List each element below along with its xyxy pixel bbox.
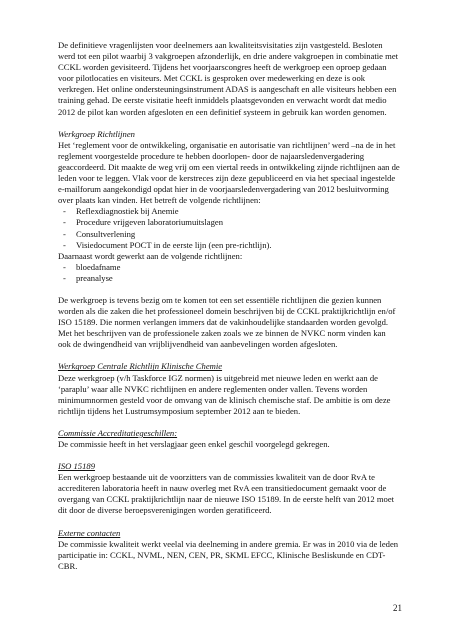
list-item-text: preanalyse <box>76 272 113 283</box>
richtlijnen-followup: Daarnaast wordt gewerkt aan de volgende richtlijnen: <box>58 250 243 261</box>
section-heading-extern: Externe contacten <box>58 527 121 538</box>
list-item <box>58 262 400 273</box>
bullet-dash: - <box>63 217 66 228</box>
richtlijnen-paragraph: Het ‘reglement voor de ontwikkeling, organisatie en autorisatie van richtlijnen’ werd –na de in het reglement voorgestelde procedure te hebben doorlopen- door de najaarsledenvergadering geaccordeerd. Dit maakte de weg vrij om een viertal reeds in ontwikkeling zijnde richtlijnen aan de leden voor te leggen. Vlak voor de kerstreces zijn deze gepubliceerd en via het speciaal ingestelde e-mailforum aangekondigd opdat hier in de voorjaarsledenvergadering van 2012 besluitvorming over plaats kan vinden. Het betreft de volgende richtlijnen: <box>58 139 400 206</box>
werkgroep-paragraph: De werkgroep is tevens bezig om te komen tot een set essentiële richtlijnen die gezien kunnen worden als die zaken die het professioneel domein beschrijven bij de CCKL praktijkrichtlijn en/of ISO 15189. Die normen verlangen immers dat de vakinhoudelijke standaarden worden gevolgd. Met het beschrijven van de professionele zaken zoals we ze binnen de NVKC norm vinden kan ook de dwingendheid van vrijblijvendheid van aanbevelingen worden afgesloten. <box>58 294 396 350</box>
accreditatie-paragraph: De commissie heeft in het verslagjaar geen enkel geschil voorgelegd gekregen. <box>58 439 330 449</box>
list-item-text: Reflexdiagnostiek bij Anemie <box>76 206 179 217</box>
section-heading-centrale: Werkgroep Centrale Richtlijn Klinische Chemie <box>58 361 223 372</box>
richtlijnen-list-2 <box>58 262 400 284</box>
iso-paragraph: Een werkgroep bestaande uit de voorzitters van de commissies kwaliteit van de door RvA te accrediteren laboratoria heeft in nauw overleg met RvA een transitiedocument gemaakt voor de overgang van CCKL praktijkrichtlijn naar de nieuwe ISO 15189. In de eerste helft van 2012 moet dit door de diverse beroepsverenigingen worden geratificeerd. <box>58 472 395 516</box>
section-centrale-richtlijn <box>58 361 400 416</box>
list-item-text: bloedafname <box>76 261 121 272</box>
bullet-dash: - <box>63 272 66 283</box>
section-heading-richtlijnen: Werkgroep Richtlijnen <box>58 128 135 139</box>
list-item <box>58 217 400 228</box>
page-content <box>58 40 400 583</box>
section-heading-iso: ISO 15189 <box>58 461 95 472</box>
page-number: 21 <box>393 603 402 613</box>
section-extern <box>58 528 400 572</box>
section-richtlijnen <box>58 129 400 284</box>
list-item <box>58 240 400 251</box>
bullet-dash: - <box>63 206 66 217</box>
richtlijnen-list <box>58 206 400 250</box>
list-item-text: Visiedocument POCT in de eerste lijn (een pre-richtlijn). <box>76 239 272 250</box>
list-item <box>58 273 400 284</box>
bullet-dash: - <box>63 261 66 272</box>
centrale-paragraph: Deze werkgroep (v/h Taskforce IGZ normen) is uitgebreid met nieuwe leden en werkt aan de ‘paraplu’ waar alle NVKC richtlijnen en andere reglementen onder vallen. Tevens worden minimumnormen gesteld voor de omvang van de klinisch chemische staf. De ambitie is om deze richtlijn tijdens het Lustrumsymposium september 2012 aan te bieden. <box>58 372 391 416</box>
section-iso <box>58 461 400 516</box>
bullet-dash: - <box>63 228 66 239</box>
list-item-text: Consultverlening <box>76 228 136 239</box>
intro-paragraph: De definitieve vragenlijsten voor deelnemers aan kwaliteitsvisitaties zijn vastgesteld. Besloten werd tot een pilot waarbij 3 vakgroepen afzonderlijk, en drie andere vakgroepen in combinatie met CCKL worden gevisiteerd. Tijdens het voorjaarscongres heeft de werkgroep een oproep gedaan voor pilotlocaties en visiteurs. Met CCKL is gesproken over medewerking en deze is ook verkregen. Het online ondersteuningsinstrument ADAS is aangeschaft en alle visiteurs hebben een training gehad. De eerste visitatie heeft inmiddels plaatsgevonden en verwacht wordt dat medio 2012 de pilot kan worden afgesloten en een definitief systeem in gebruik kan worden genomen. <box>58 40 399 117</box>
list-item-text: Procedure vrijgeven laboratoriumuitslagen <box>76 217 224 228</box>
extern-paragraph: De commissie kwaliteit werkt veelal via deelneming in andere gremia. Er was in 2010 via de leden participatie in: CCKL, NVML, NEN, CEN, PR, SKML EFCC, Klinische Besliskunde en CDT-CBR. <box>58 538 399 571</box>
section-accreditatie <box>58 428 400 450</box>
section-heading-accreditatie: Commissie Accreditatiegeschillen: <box>58 427 178 438</box>
list-item <box>58 206 400 217</box>
bullet-dash: - <box>63 239 66 250</box>
list-item <box>58 229 400 240</box>
